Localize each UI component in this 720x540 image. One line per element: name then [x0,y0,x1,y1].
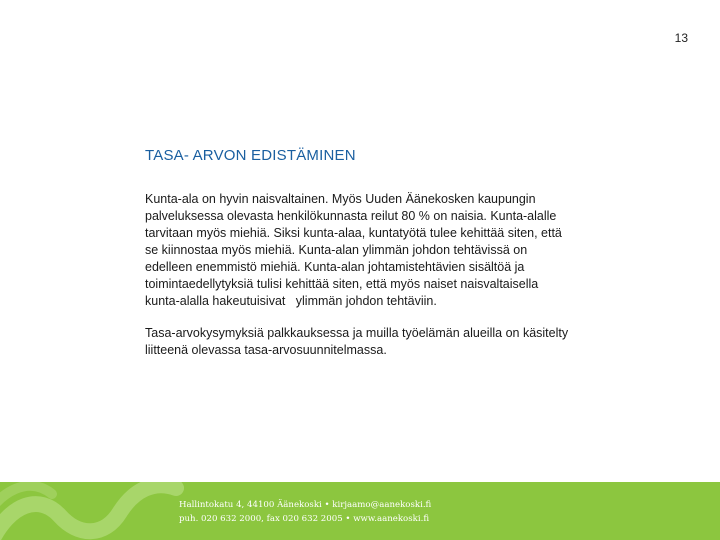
text-line: Kunta-ala on hyvin naisvaltainen. Myös Uuden Äänekosken kaupungin [145,192,536,206]
paragraph-1 [145,191,645,310]
swirl-logo-icon [0,482,200,540]
page-number: 13 [674,31,688,45]
footer-address: Hallintokatu 4, 44100 Äänekoski • kirjaamo@aanekoski.fi [179,500,432,510]
text-line: palveluksessa olevasta henkilökunnasta reilut 80 % on naisia. Kunta-alalle [145,209,557,223]
footer-phone: puh. 020 632 2000, fax 020 632 2005 • www.aanekoski.fi [179,514,430,524]
footer-contact [179,498,431,526]
text-line: tarvitaan myös miehiä. Siksi kunta-alaa, kuntatyötä tulee kehittää siten, että [145,226,562,240]
paragraph-2 [145,325,645,359]
text-line: liitteenä olevassa tasa-arvosuunnitelmassa. [145,343,387,357]
text-line: Tasa-arvokysymyksiä palkkauksessa ja muilla työelämän alueilla on käsitelty [145,326,569,340]
footer-band [0,482,720,540]
body-text [145,191,645,359]
text-line: toimintaedellytyksiä tulisi kehittää siten, että myös naiset naisvaltaisella [145,277,539,291]
text-line: kunta-alalla hakeutuisivat ylimmän johdon tehtäviin. [145,294,437,308]
text-line: se kiinnostaa myös miehiä. Kunta-alan ylimmän johdon tehtävissä on [145,243,528,257]
text-line: edelleen enemmistö miehiä. Kunta-alan johtamistehtävien sisältöä ja [145,260,525,274]
section-heading: TASA- ARVON EDISTÄMINEN [145,147,356,164]
